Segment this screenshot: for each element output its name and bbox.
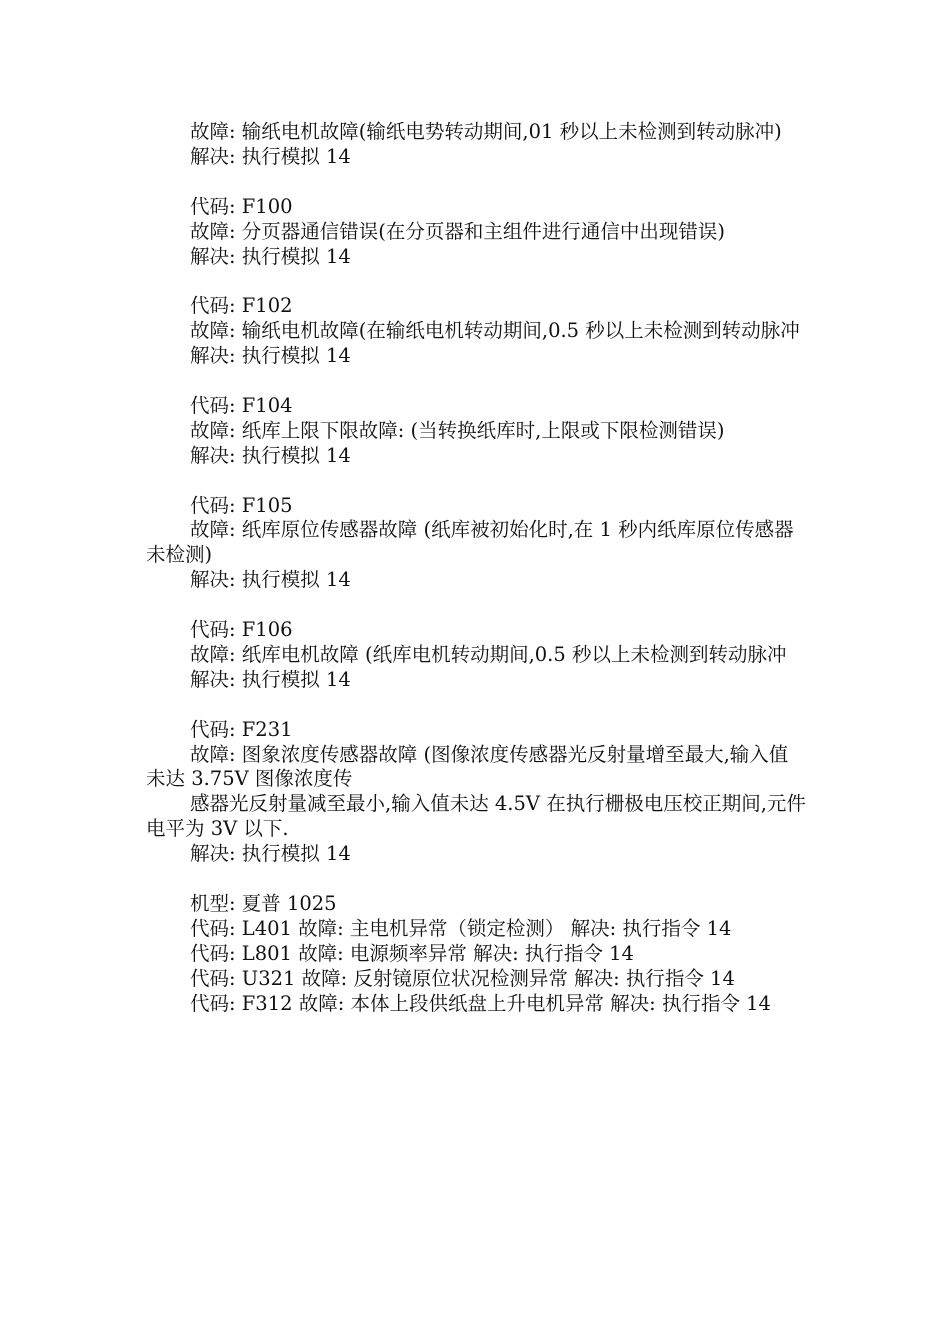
solution-line: 解决: 执行模拟 14 — [190, 842, 351, 866]
spacer — [146, 369, 806, 394]
model-line: 机型: 夏普 1025 — [190, 891, 337, 915]
fault-line: 故障: 纸库电机故障 (纸库电机转动期间,0.5 秒以上未检测到转动脉冲 — [190, 642, 787, 666]
code-line: 代码: F105 — [190, 493, 293, 517]
code-line: 代码: F104 — [190, 393, 293, 417]
spacer — [146, 469, 806, 494]
solution-line: 解决: 执行模拟 14 — [190, 443, 351, 467]
spacer — [146, 693, 806, 718]
solution-line: 解决: 执行模拟 14 — [190, 144, 351, 168]
spacer — [146, 593, 806, 618]
fault-line: 故障: 分页器通信错误(在分页器和主组件进行通信中出现错误) — [190, 219, 725, 243]
sharp-code-line: 代码: F312 故障: 本体上段供纸盘上升电机异常 解决: 执行指令 14 — [190, 991, 771, 1015]
spacer — [146, 867, 806, 892]
solution-line: 解决: 执行模拟 14 — [190, 667, 351, 691]
fault-line: 故障: 输纸电机故障(输纸电势转动期间,01 秒以上未检测到转动脉冲) — [190, 120, 782, 143]
solution-line: 解决: 执行模拟 14 — [190, 568, 351, 592]
code-line: 代码: F102 — [190, 294, 293, 318]
code-line: 代码: F231 — [190, 717, 293, 741]
fault-line: 故障: 纸库上限下限故障: (当转换纸库时,上限或下限检测错误) — [190, 418, 725, 442]
sharp-code-line: 代码: U321 故障: 反射镜原位状况检测异常 解决: 执行指令 14 — [190, 966, 735, 990]
solution-line: 解决: 执行模拟 14 — [190, 344, 351, 368]
solution-line: 解决: 执行模拟 14 — [190, 244, 351, 268]
fault-line: 故障: 纸库原位传感器故障 (纸库被初始化时,在 1 秒内纸库原位传感器未检测) — [146, 518, 794, 567]
fault-line: 故障: 图象浓度传感器故障 (图像浓度传感器光反射量增至最大,输入值未达 3.75V 图像浓度传 — [146, 742, 789, 791]
sharp-code-line: 代码: L801 故障: 电源频率异常 解决: 执行指令 14 — [190, 941, 634, 965]
fault-line: 故障: 输纸电机故障(在输纸电机转动期间,0.5 秒以上未检测到转动脉冲 — [190, 319, 800, 343]
code-line: 代码: F100 — [190, 194, 293, 218]
code-line: 代码: F106 — [190, 618, 293, 642]
spacer — [146, 170, 806, 195]
sharp-code-line: 代码: L401 故障: 主电机异常（锁定检测） 解决: 执行指令 14 — [190, 916, 732, 940]
fault-continuation-line: 感器光反射量减至最小,输入值未达 4.5V 在执行栅极电压校正期间,元件电平为 3V 以下. — [146, 792, 806, 841]
spacer — [146, 269, 806, 294]
document-body — [146, 120, 806, 1017]
